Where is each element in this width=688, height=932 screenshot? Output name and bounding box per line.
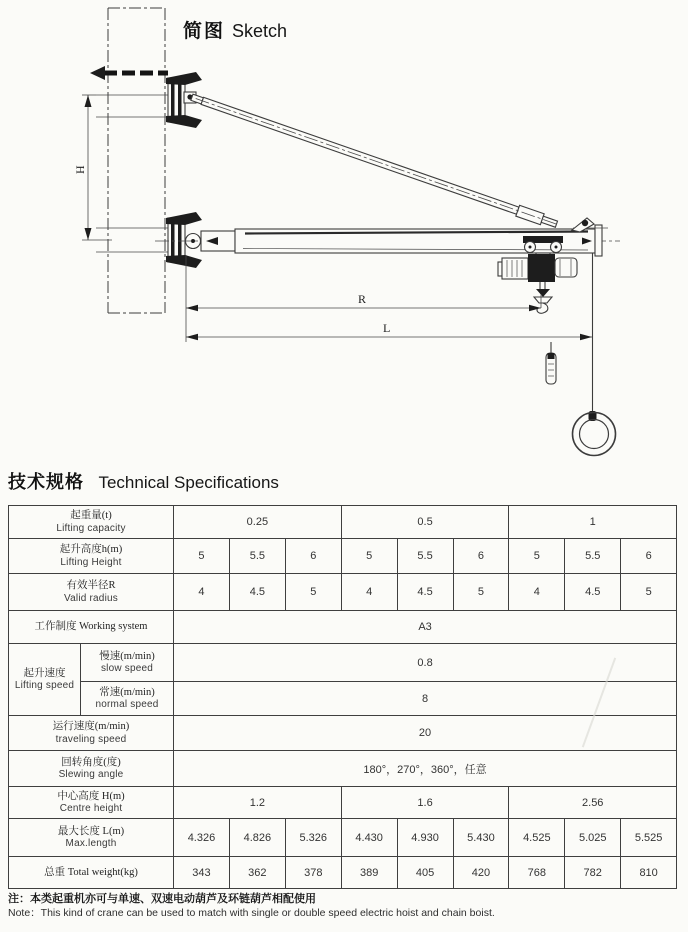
dim-l-label: L <box>383 321 391 335</box>
cell-maxlen-1: 4.826 <box>229 819 285 857</box>
section-title-zh: 技术规格 <box>8 472 84 492</box>
cell-centre-2: 2.56 <box>509 787 677 819</box>
footnote-en: Note：This kind of crane can be used to match with single or double speed electric hoist and chain boist. <box>8 906 495 919</box>
cell-weight-3: 389 <box>341 857 397 889</box>
cell-radius-0: 4 <box>174 574 230 611</box>
cell-weight-7: 782 <box>565 857 621 889</box>
cell-radius-3: 4 <box>341 574 397 611</box>
cell-maxlen-8: 5.525 <box>621 819 677 857</box>
cell-weight-5: 420 <box>453 857 509 889</box>
cell-maxlen-5: 5.430 <box>453 819 509 857</box>
label-total-weight: 总重 Total weight(kg) <box>9 857 174 889</box>
cell-radius-8: 5 <box>621 574 677 611</box>
section-title <box>8 468 279 494</box>
cell-height-6: 5 <box>509 539 565 574</box>
row-lifting-height <box>9 539 677 574</box>
cell-weight-4: 405 <box>397 857 453 889</box>
label-slewing-angle: 回转角度(度) Slewing angle <box>9 751 174 787</box>
label-lifting-capacity: 起重量(t) Lifting capacity <box>9 506 174 539</box>
pendant-control <box>546 342 556 384</box>
cell-maxlen-0: 4.326 <box>174 819 230 857</box>
cell-height-2: 6 <box>285 539 341 574</box>
sketch-title-en: Sketch <box>232 21 288 41</box>
row-centre-height <box>9 787 677 819</box>
label-normal-speed: 常速(m/min) normal speed <box>81 682 174 716</box>
row-lifting-capacity <box>9 506 677 539</box>
label-centre-height: 中心高度 H(m) Centre height <box>9 787 174 819</box>
row-slewing-angle <box>9 751 677 787</box>
cell-radius-4: 4.5 <box>397 574 453 611</box>
dim-L <box>186 321 592 340</box>
cell-maxlen-7: 5.025 <box>565 819 621 857</box>
lifting-ring <box>573 411 616 456</box>
wall-column <box>108 8 165 313</box>
cell-capacity-1: 0.5 <box>341 506 509 539</box>
cell-weight-0: 343 <box>174 857 230 889</box>
cell-height-8: 6 <box>621 539 677 574</box>
label-working-system: 工作制度 Working system <box>9 611 174 644</box>
label-lifting-height: 起升高度h(m) Lifting Height <box>9 539 174 574</box>
cell-height-4: 5.5 <box>397 539 453 574</box>
label-slow-speed: 慢速(m/min) slow speed <box>81 644 174 682</box>
section-title-en: Technical Specifications <box>98 473 279 492</box>
hoist-motor <box>502 258 528 279</box>
cell-centre-0: 1.2 <box>174 787 342 819</box>
row-working-system <box>9 611 677 644</box>
upper-wall-bracket <box>96 72 202 128</box>
cell-normal-speed: 8 <box>174 682 677 716</box>
dim-h-label: H <box>73 165 87 174</box>
cell-slewing-angle: 180°，270°，360°，任意 <box>174 751 677 787</box>
cell-height-7: 5.5 <box>565 539 621 574</box>
sketch-title-zh: 简图 <box>183 21 226 42</box>
anchor-bolt-arrow <box>90 66 168 80</box>
cell-centre-1: 1.6 <box>341 787 509 819</box>
dim-r-label: R <box>358 292 367 306</box>
cell-radius-1: 4.5 <box>229 574 285 611</box>
label-lifting-speed: 起升速度 Lifting speed <box>9 644 81 716</box>
cell-height-5: 6 <box>453 539 509 574</box>
cell-radius-7: 4.5 <box>565 574 621 611</box>
cell-capacity-0: 0.25 <box>174 506 342 539</box>
cell-maxlen-6: 4.525 <box>509 819 565 857</box>
cell-traveling-speed: 20 <box>174 716 677 751</box>
jib-end-plate <box>595 225 602 256</box>
cell-radius-5: 5 <box>453 574 509 611</box>
cell-maxlen-3: 4.430 <box>341 819 397 857</box>
row-valid-radius <box>9 574 677 611</box>
hoist-drum <box>528 254 555 282</box>
label-valid-radius: 有效半径R Valid radius <box>9 574 174 611</box>
row-traveling-speed <box>9 716 677 751</box>
cell-height-0: 5 <box>174 539 230 574</box>
cell-slow-speed: 0.8 <box>174 644 677 682</box>
cell-radius-2: 5 <box>285 574 341 611</box>
row-normal-speed <box>9 682 677 716</box>
footnote-zh: 注：本类起重机亦可与单速、双速电动葫芦及环链葫芦相配使用 <box>8 893 316 905</box>
hoist-gearbox <box>555 258 577 277</box>
cell-maxlen-4: 4.930 <box>397 819 453 857</box>
cell-height-3: 5 <box>341 539 397 574</box>
row-slow-speed <box>9 644 677 682</box>
cell-capacity-2: 1 <box>509 506 677 539</box>
spec-table <box>8 505 677 889</box>
cell-maxlen-2: 5.326 <box>285 819 341 857</box>
cell-height-1: 5.5 <box>229 539 285 574</box>
label-max-length: 最大长度 L(m) Max.length <box>9 819 174 857</box>
cell-weight-8: 810 <box>621 857 677 889</box>
row-total-weight <box>9 857 677 889</box>
cell-radius-6: 4 <box>509 574 565 611</box>
dim-R <box>186 255 541 342</box>
crane-sketch <box>0 0 688 465</box>
hoist-motor-cap <box>498 262 502 276</box>
cell-weight-1: 362 <box>229 857 285 889</box>
footnote <box>8 893 495 920</box>
tie-rod <box>190 92 558 230</box>
label-traveling-speed: 运行速度(m/min) traveling speed <box>9 716 174 751</box>
row-max-length <box>9 819 677 857</box>
cell-weight-2: 378 <box>285 857 341 889</box>
cell-working-system: A3 <box>174 611 677 644</box>
cell-weight-6: 768 <box>509 857 565 889</box>
